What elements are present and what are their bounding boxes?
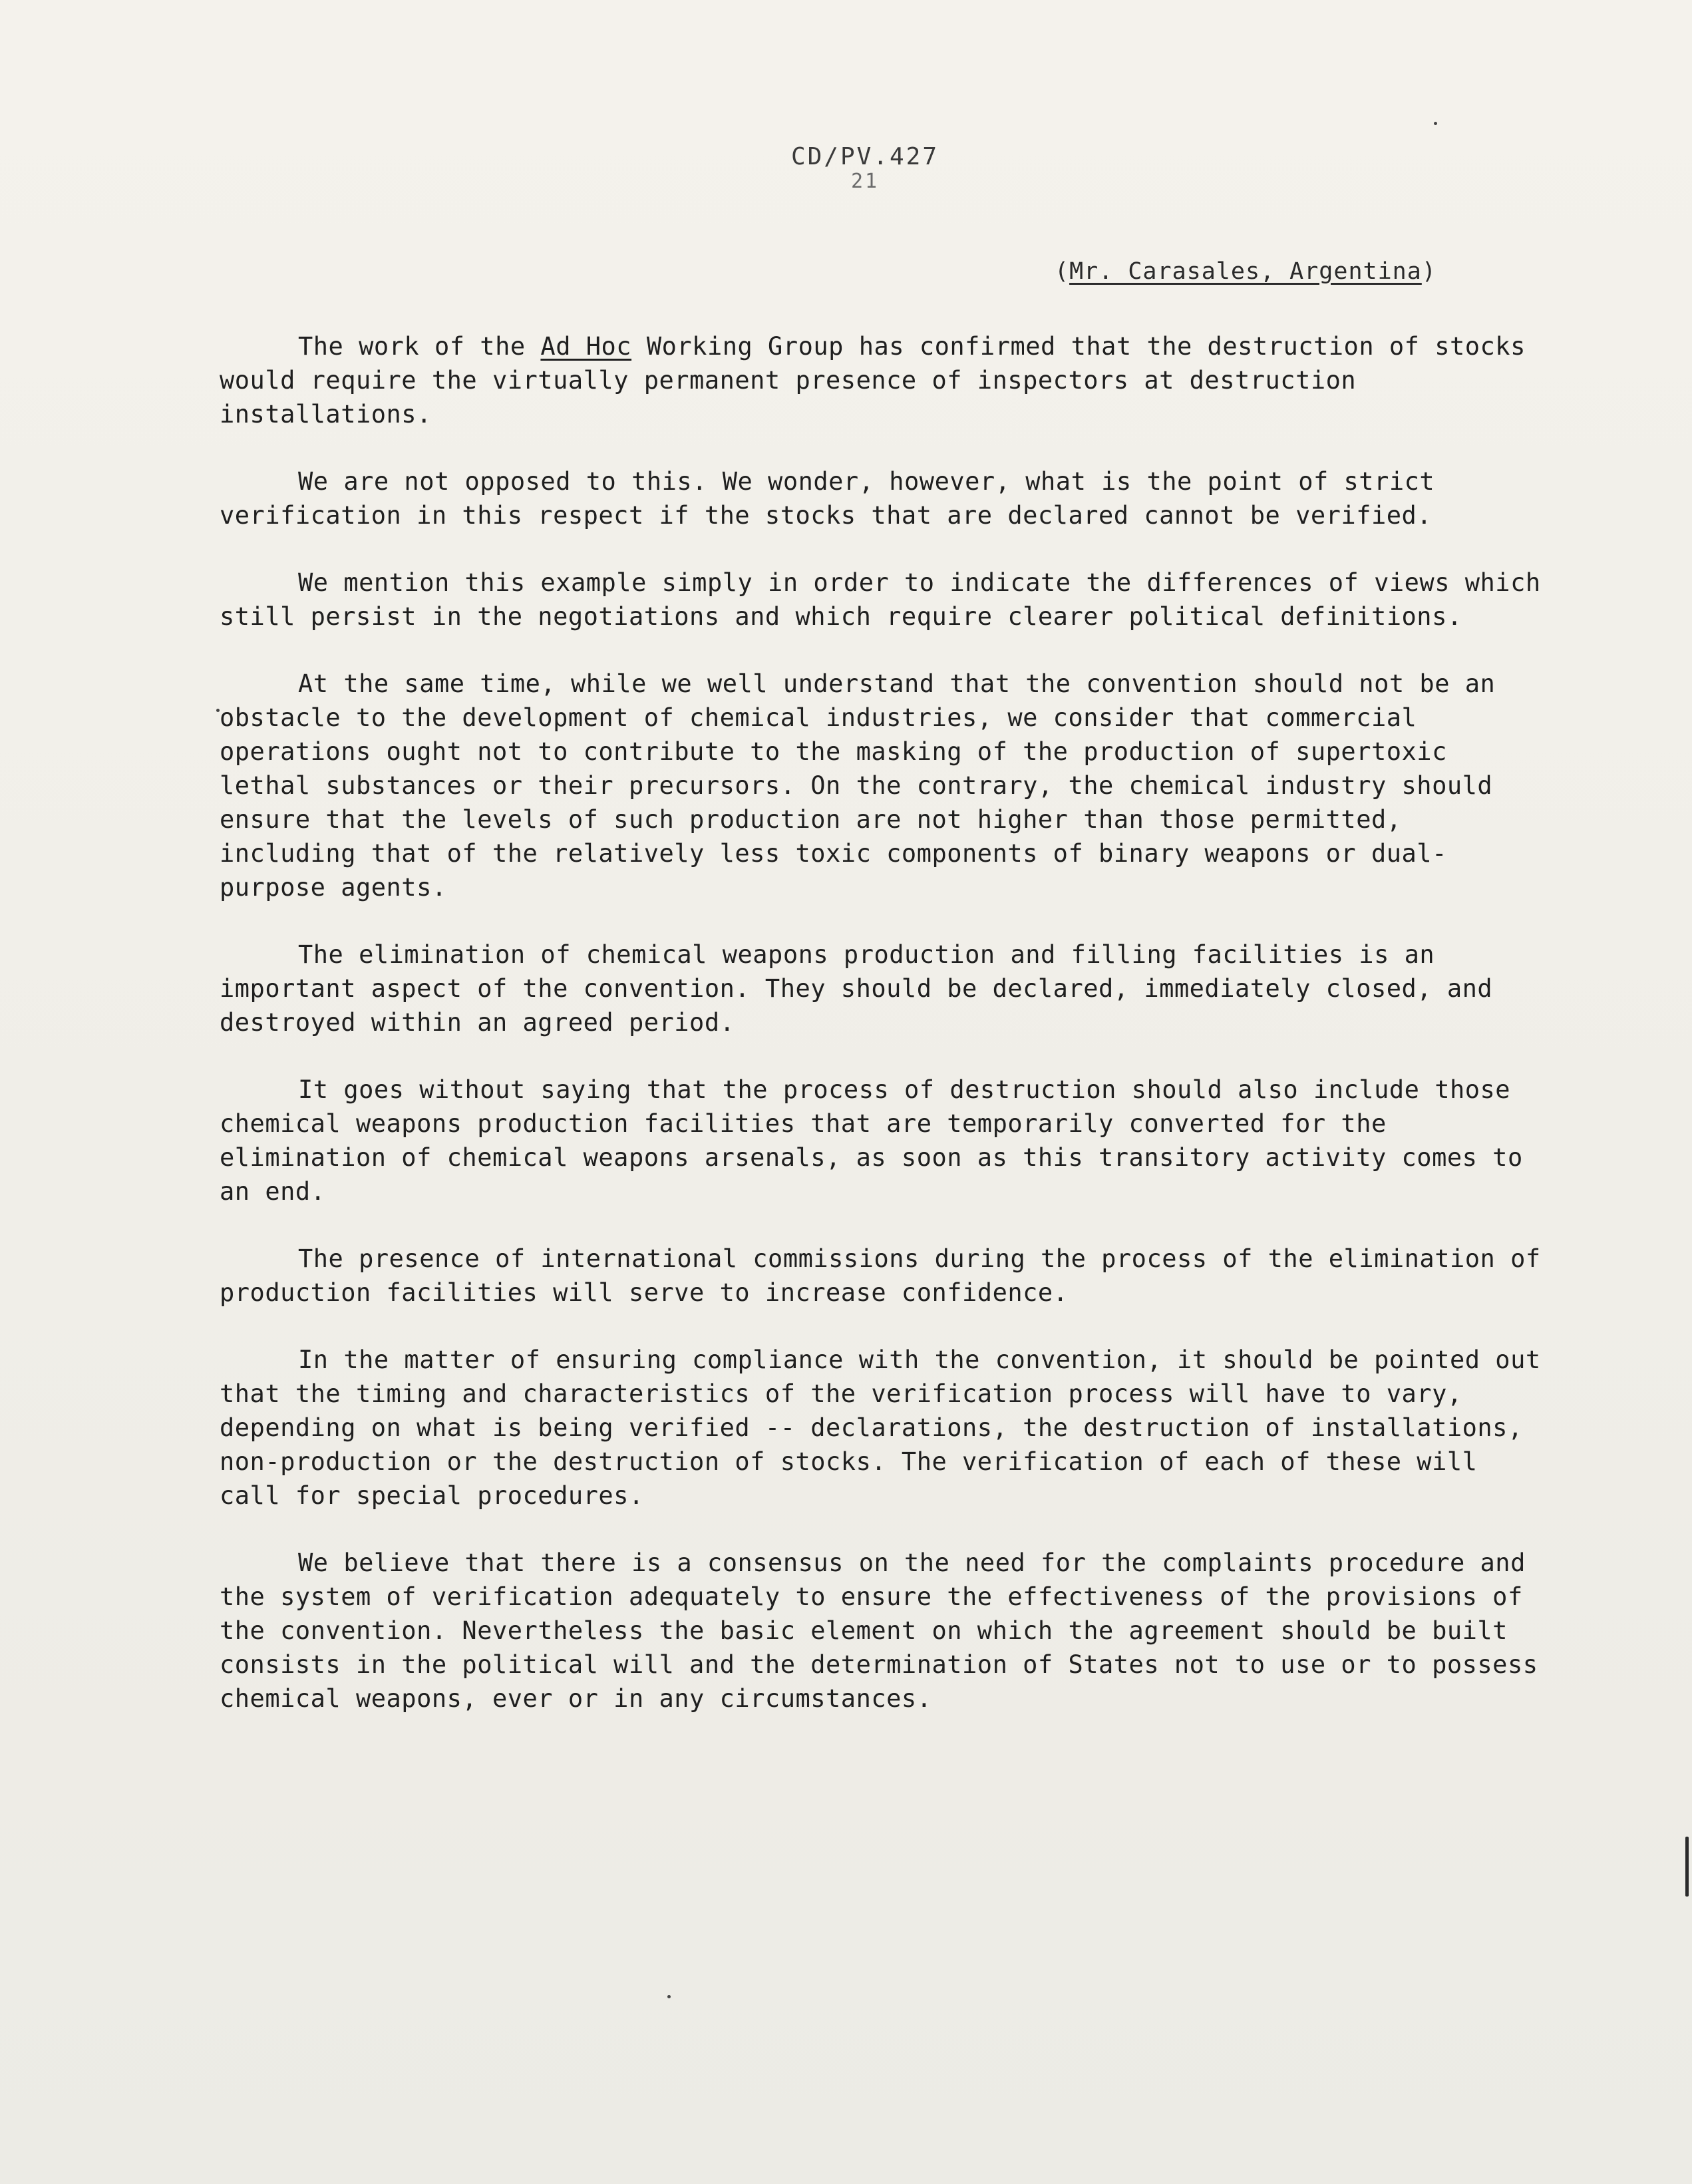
document-symbol: CD/PV.427 <box>790 143 939 170</box>
paragraph-6: It goes without saying that the process of destruction should also include those chemical weapons production facilities that are temporarily converted for the elimination of chemical weapons arsenals, as soon as this transitory activity comes to an end. <box>220 1075 1523 1206</box>
scan-edge-mark <box>1685 1837 1689 1897</box>
speaker-name: Mr. Carasales, Argentina <box>1069 258 1422 285</box>
paragraph-3: We mention this example simply in order to indicate the differences of views which still persist in the negotiations and which require clearer political definitions. <box>220 568 1541 631</box>
paragraph-5: The elimination of chemical weapons production and filling facilities is an important aspect of the convention. They should be declared, immediately closed, and destroyed within an agreed period. <box>220 940 1493 1037</box>
paragraph-4: At the same time, while we well understand that the convention should not be an obstacle to the development of chemical industries, we consider that commercial operations ought not to contribute to the masking of the production of supertoxic lethal substances or their precursors. On the contrary, the chemical industry should ensure that the levels of such production are not higher than those permitted, including that of the relatively less toxic components of binary weapons or dual-purpose agents. <box>220 669 1496 902</box>
scan-speck <box>216 709 220 712</box>
statement-body <box>220 329 1544 1749</box>
paragraph-8: In the matter of ensuring compliance with the convention, it should be pointed out that the timing and characteristics of the verification process will have to vary, depending on what is being verified -- declarations, the destruction of installations, non-production or the destruction of stocks. The verification of each of these will call for special procedures. <box>220 1346 1541 1510</box>
paragraph-1-lead: The work of the <box>298 332 541 361</box>
speaker-attribution <box>1055 258 1437 285</box>
paragraph-1 <box>220 329 1544 431</box>
paragraph-9: We believe that there is a consensus on the need for the complaints procedure and the system of verification adequately to ensure the effectiveness of the provisions of the convention. Nevertheless the basic element on which the agreement should be built consists in the political will and the determination of States not to use or to possess chemical weapons, ever or in any circumstances. <box>220 1548 1538 1713</box>
ad-hoc-term: Ad Hoc <box>540 332 632 361</box>
paragraph-2: We are not opposed to this. We wonder, however, what is the point of strict verification in this respect if the stocks that are declared cannot be verified. <box>220 467 1435 530</box>
speaker-open-paren: ( <box>1055 258 1070 285</box>
page-number: 21 <box>850 170 880 194</box>
scan-speck <box>667 1995 671 1998</box>
speaker-close-paren: ) <box>1421 258 1437 285</box>
scan-speck <box>1434 122 1437 125</box>
paragraph-1-rest: Working Group has confirmed that the destruction of stocks would require the virtually permanent presence of inspectors at destruction installations. <box>220 332 1526 429</box>
document-header <box>785 143 945 194</box>
paragraph-7: The presence of international commissions during the process of the elimination of production facilities will serve to increase confidence. <box>220 1244 1541 1307</box>
